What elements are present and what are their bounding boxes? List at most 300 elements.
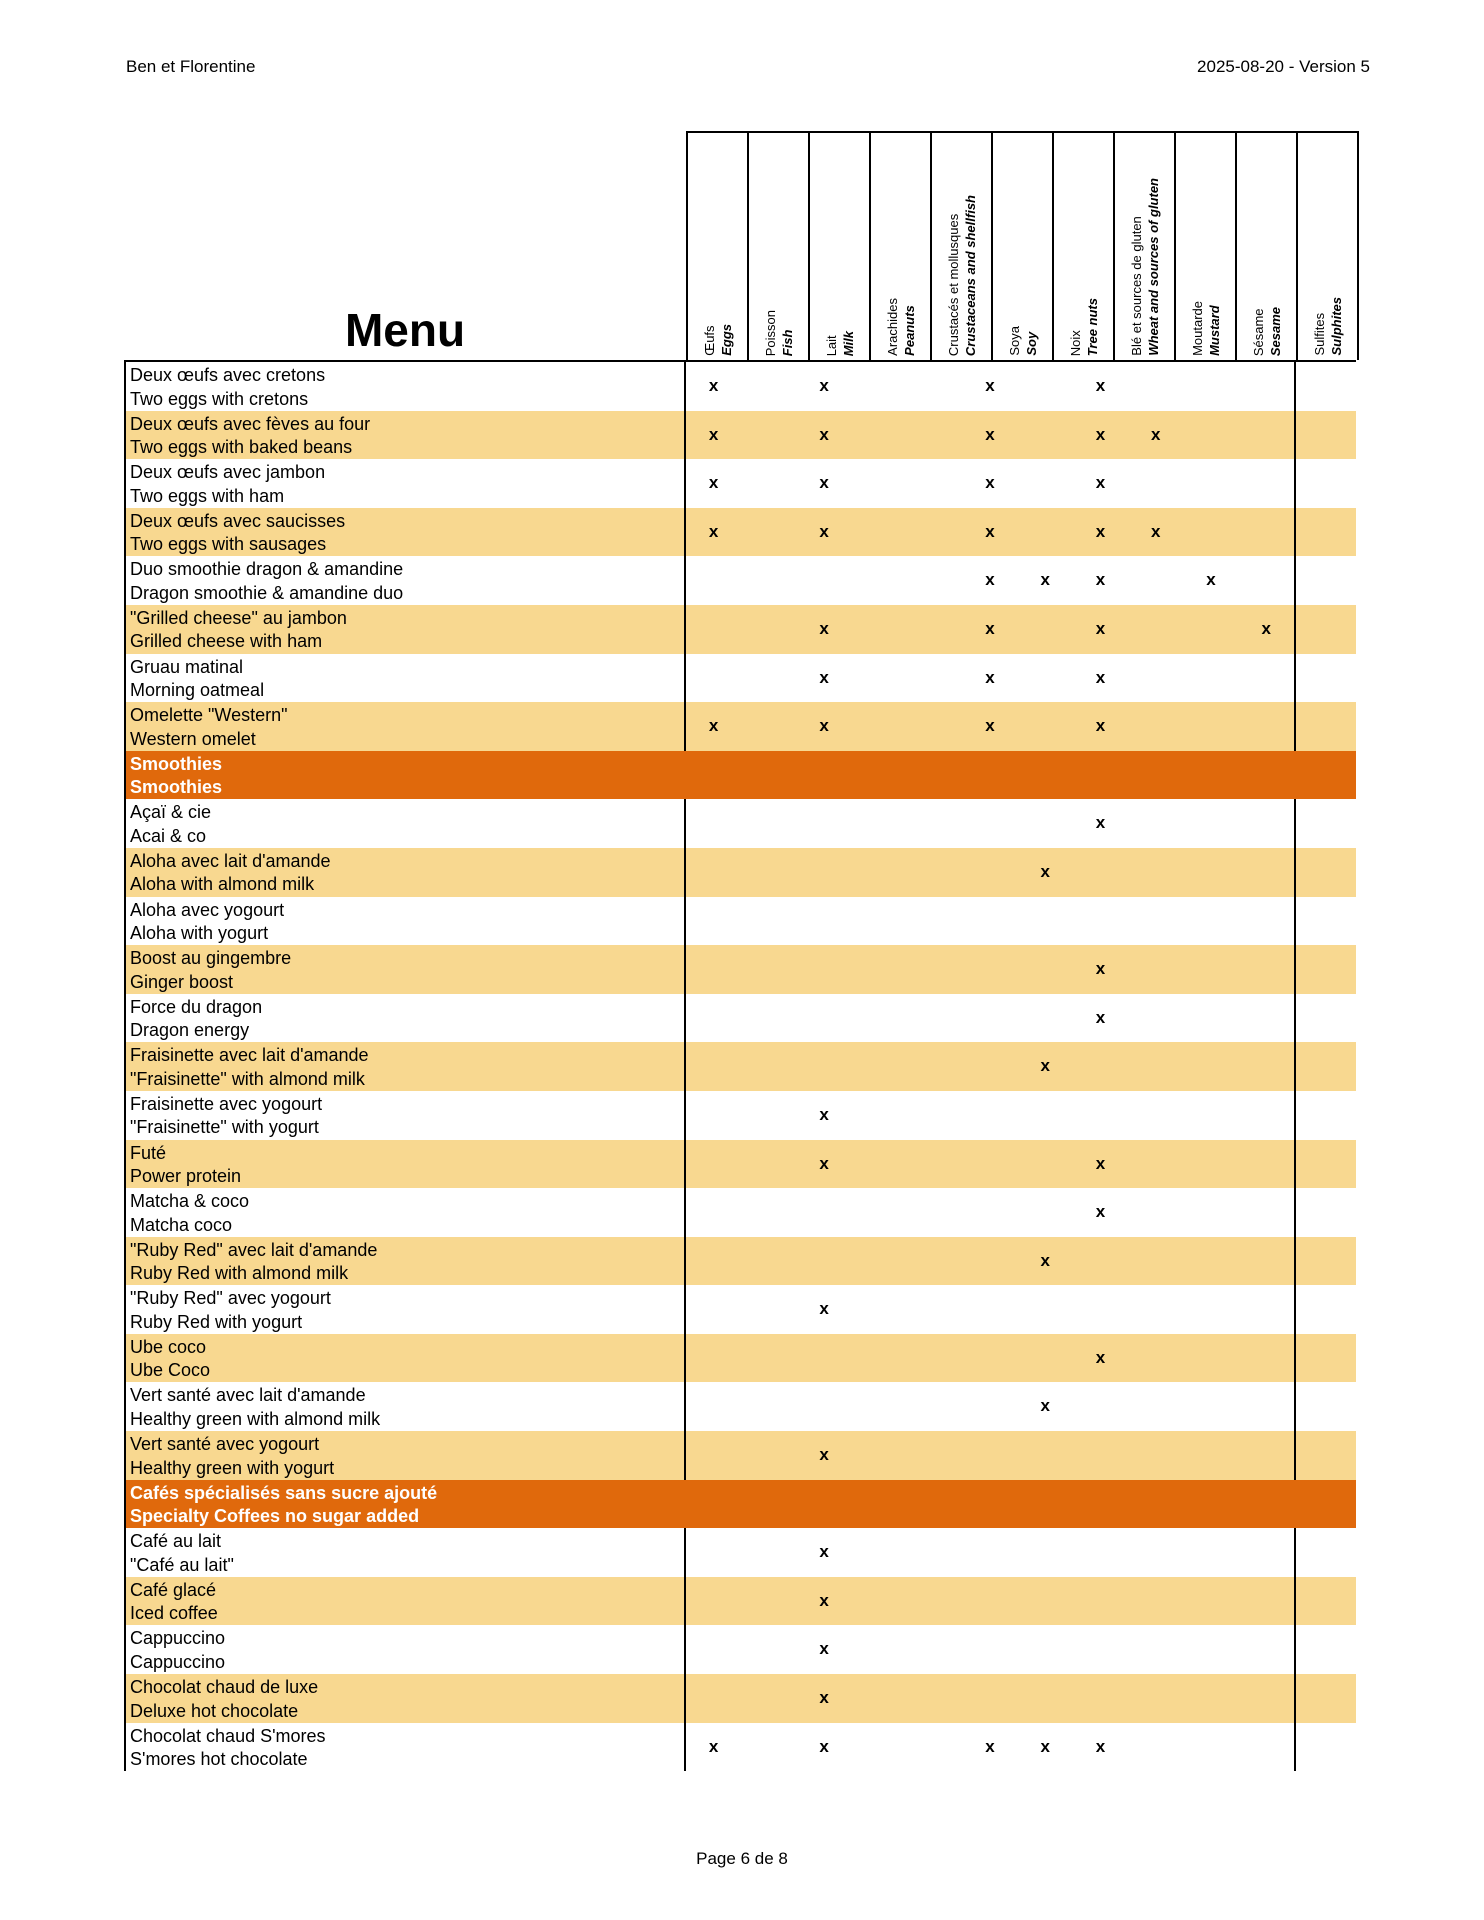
allergen-cell: [1018, 459, 1073, 508]
allergen-cell: [1239, 799, 1294, 848]
allergen-label: [945, 195, 979, 356]
allergen-cell: [797, 897, 852, 946]
allergen-cell: [852, 1625, 907, 1674]
allergen-cell: [1239, 362, 1294, 411]
allergen-cell: [907, 1625, 962, 1674]
allergen-cell: [1183, 702, 1238, 751]
allergen-cell: [686, 1237, 741, 1286]
table-row: [124, 1188, 1356, 1237]
allergen-column-header: [932, 133, 993, 360]
allergen-cell: [1018, 1625, 1073, 1674]
allergen-cells: [686, 556, 1296, 605]
allergen-cell: [1183, 1528, 1238, 1577]
table-row: [124, 605, 1356, 654]
allergen-cell: x: [1095, 521, 1106, 541]
allergen-cell: [1239, 411, 1294, 460]
menu-item-name-en: Deluxe hot chocolate: [130, 1700, 299, 1721]
allergen-cell: [1018, 605, 1073, 654]
allergen-cell: x: [1040, 1736, 1050, 1756]
allergen-cell: [1239, 945, 1294, 994]
table-row: [124, 654, 1356, 703]
allergen-cell: [686, 605, 741, 654]
allergen-cell: x: [985, 716, 995, 736]
allergen-cell: [852, 1091, 907, 1140]
allergen-cell: [1073, 1625, 1128, 1674]
allergen-cell: [686, 1382, 741, 1431]
allergen-cell: [741, 897, 796, 946]
menu-item-name-fr: "Grilled cheese" au jambon: [130, 607, 347, 628]
allergen-label: [1128, 178, 1162, 356]
allergen-cell: x: [708, 521, 719, 541]
allergen-cell: [1128, 1431, 1183, 1480]
allergen-cell: [852, 1334, 907, 1383]
allergen-cells: [686, 508, 1296, 557]
allergen-cell: [741, 1285, 796, 1334]
table-row: [124, 848, 1356, 897]
allergen-cell: [1018, 1140, 1073, 1189]
allergen-cell: [1128, 1674, 1183, 1723]
allergen-label: [1250, 307, 1284, 356]
menu-item-name-fr: Duo smoothie dragon & amandine: [130, 559, 404, 580]
menu-item-name-fr: Futé: [130, 1142, 167, 1163]
section-title: [124, 1480, 1356, 1529]
allergen-cell: [962, 1091, 1017, 1140]
menu-item-name-fr: Force du dragon: [130, 996, 263, 1017]
allergen-cell: [1128, 702, 1183, 751]
section-title: [124, 751, 1356, 800]
allergen-cell: [1128, 362, 1183, 411]
menu-item-name-en: Western omelet: [130, 728, 256, 749]
allergen-column-header: [1176, 133, 1237, 360]
table-row: [124, 1625, 1356, 1674]
allergen-cell: [1183, 1237, 1238, 1286]
allergen-cell: [1183, 1431, 1238, 1480]
allergen-label-en: Eggs: [718, 324, 734, 356]
allergen-cell: [1183, 799, 1238, 848]
allergen-cell: [852, 1140, 907, 1189]
menu-item-name-en: Aloha with almond milk: [130, 874, 315, 895]
allergen-cell: [907, 1723, 962, 1772]
allergen-cell: [741, 1577, 796, 1626]
allergen-cell: x: [985, 1736, 995, 1756]
section-title-en: Smoothies: [130, 777, 223, 798]
menu-item-name-en: Grilled cheese with ham: [130, 631, 323, 652]
allergen-cell: x: [985, 570, 995, 590]
menu-item-name: [124, 1188, 686, 1237]
table-row: [124, 411, 1356, 460]
allergen-cell: x: [819, 521, 829, 541]
allergen-cell: [741, 994, 796, 1043]
allergen-cell: [907, 556, 962, 605]
table-row: [124, 799, 1356, 848]
allergen-cell: [741, 1091, 796, 1140]
allergen-cells: [686, 1625, 1296, 1674]
allergen-cell: x: [819, 1688, 829, 1708]
allergen-column-header: [1298, 133, 1359, 360]
allergen-cell: [741, 459, 796, 508]
allergen-cell: [1183, 1625, 1238, 1674]
allergen-cells: [686, 1042, 1296, 1091]
menu-item-name-en: Two eggs with baked beans: [130, 437, 353, 458]
menu-item-name-fr: Vert santé avec yogourt: [130, 1434, 320, 1455]
menu-item-name-en: "Fraisinette" with yogurt: [130, 1117, 319, 1138]
table-row: [124, 1042, 1356, 1091]
menu-item-name: [124, 1723, 686, 1772]
allergen-cell: [907, 897, 962, 946]
allergen-cell: [686, 799, 741, 848]
allergen-cells: [686, 1723, 1296, 1772]
allergen-cell: [686, 897, 741, 946]
allergen-label-fr: Blé et sources de gluten: [1128, 216, 1144, 356]
allergen-cell: [962, 1188, 1017, 1237]
allergen-cell: [907, 459, 962, 508]
menu-item-name-en: Dragon smoothie & amandine duo: [130, 582, 404, 603]
allergen-cell: [1018, 1577, 1073, 1626]
allergen-cell: [1128, 897, 1183, 946]
allergen-cell: x: [1040, 570, 1050, 590]
allergen-cell: [1128, 1723, 1183, 1772]
allergen-cell: x: [1095, 959, 1106, 979]
allergen-cell: x: [819, 716, 829, 736]
allergen-cell: [686, 1091, 741, 1140]
allergen-cell: [852, 994, 907, 1043]
table-header: [124, 131, 1356, 360]
allergen-label: [1006, 326, 1040, 356]
allergen-cell: [1128, 799, 1183, 848]
allergen-cell: [852, 1285, 907, 1334]
allergen-cell: [852, 1382, 907, 1431]
allergen-cell: [907, 1431, 962, 1480]
allergen-column-header: [871, 133, 932, 360]
allergen-cell: [907, 1285, 962, 1334]
allergen-cell: [741, 1237, 796, 1286]
allergen-cell: [907, 1237, 962, 1286]
allergen-cell: x: [1151, 521, 1161, 541]
allergen-label-fr: Lait: [823, 335, 839, 356]
allergen-cell: [1183, 1285, 1238, 1334]
allergen-cell: [1239, 1625, 1294, 1674]
table-row: [124, 362, 1356, 411]
table-row: [124, 1723, 1356, 1772]
menu-item-name: [124, 848, 686, 897]
allergen-cell: [741, 1625, 796, 1674]
allergen-cell: x: [1095, 1347, 1106, 1367]
allergen-cell: [686, 848, 741, 897]
menu-item-name-fr: Gruau matinal: [130, 656, 244, 677]
allergen-label: [1189, 301, 1223, 356]
allergen-cell: x: [1095, 667, 1106, 687]
allergen-cells: [686, 1285, 1296, 1334]
allergen-cell: [852, 848, 907, 897]
allergen-cell: [852, 1577, 907, 1626]
allergen-cell: [1073, 1237, 1128, 1286]
allergen-cell: [1239, 1528, 1294, 1577]
allergen-cell: [1018, 994, 1073, 1043]
menu-item-name-en: Two eggs with sausages: [130, 534, 327, 555]
allergen-cells: [686, 1577, 1296, 1626]
allergen-cell: [907, 1140, 962, 1189]
allergen-cells: [686, 994, 1296, 1043]
allergen-cells: [686, 459, 1296, 508]
menu-item-name-en: Healthy green with yogurt: [130, 1457, 335, 1478]
allergen-cell: [1239, 1674, 1294, 1723]
allergen-cell: [1128, 459, 1183, 508]
allergen-label-fr: Crustacés et mollusques: [945, 213, 961, 356]
allergen-cell: x: [708, 376, 719, 395]
allergen-cell: [741, 1188, 796, 1237]
allergen-label-fr: Œufs: [701, 325, 717, 356]
allergen-cell: [1183, 459, 1238, 508]
allergen-cell: [852, 556, 907, 605]
menu-item-name-en: Power protein: [130, 1166, 242, 1186]
menu-item-name-fr: Deux œufs avec fèves au four: [130, 413, 371, 434]
allergen-cell: x: [708, 716, 719, 736]
allergen-cell: x: [819, 1542, 829, 1562]
allergen-cell: [907, 1577, 962, 1626]
allergen-cell: [797, 1382, 852, 1431]
section-title-en: Specialty Coffees no sugar added: [130, 1506, 420, 1527]
allergen-cell: [741, 1674, 796, 1723]
allergen-cell: [1128, 945, 1183, 994]
allergen-cell: [1128, 1577, 1183, 1626]
menu-item-name: [124, 1334, 686, 1383]
menu-item-name: [124, 1140, 686, 1189]
allergen-cell: x: [1151, 424, 1161, 444]
table-row: [124, 994, 1356, 1043]
allergen-cell: [1018, 702, 1073, 751]
allergen-label-fr: Noix: [1067, 329, 1083, 356]
menu-item-name-en: Cappuccino: [130, 1651, 226, 1672]
menu-item-name-en: Two eggs with ham: [130, 485, 285, 506]
allergen-cell: [907, 362, 962, 411]
allergen-cell: [741, 702, 796, 751]
allergen-cell: [1239, 848, 1294, 897]
allergen-cell: [852, 1042, 907, 1091]
allergen-header-row: [686, 131, 1359, 360]
allergen-cell: [1239, 1237, 1294, 1286]
allergen-cell: x: [708, 1736, 719, 1756]
allergen-cell: [741, 508, 796, 557]
allergen-cell: [741, 1042, 796, 1091]
allergen-cell: [1239, 1577, 1294, 1626]
allergen-cell: [741, 848, 796, 897]
allergen-label-fr: Soya: [1006, 326, 1022, 356]
allergen-cell: [907, 1188, 962, 1237]
allergen-cell: [797, 799, 852, 848]
allergen-label-fr: Arachides: [884, 298, 900, 356]
allergen-cell: x: [985, 618, 995, 638]
allergen-cells: [686, 1091, 1296, 1140]
allergen-cell: [1183, 848, 1238, 897]
menu-item-name-fr: Ube coco: [130, 1336, 207, 1357]
allergen-cell: x: [1040, 1056, 1050, 1076]
allergen-cell: [1183, 897, 1238, 946]
allergen-cell: [686, 556, 741, 605]
allergen-cell: [686, 1140, 741, 1189]
menu-item-name-fr: Café au lait: [130, 1531, 222, 1552]
menu-item-name-en: Acai & co: [130, 825, 207, 846]
allergen-cell: [1183, 1334, 1238, 1383]
allergen-cell: [1018, 362, 1073, 411]
allergen-cell: [1073, 1091, 1128, 1140]
allergen-cells: [686, 799, 1296, 848]
allergen-cell: [797, 994, 852, 1043]
allergen-cells: [686, 897, 1296, 946]
allergen-cell: [962, 799, 1017, 848]
allergen-cells: [686, 702, 1296, 751]
allergen-cell: [1073, 1674, 1128, 1723]
allergen-cell: [741, 1528, 796, 1577]
allergen-column-header: [1054, 133, 1115, 360]
allergen-cell: [741, 1382, 796, 1431]
allergen-cell: [797, 1188, 852, 1237]
menu-item-name: [124, 1285, 686, 1334]
allergen-cell: x: [1095, 716, 1106, 736]
allergen-cell: x: [1095, 1153, 1106, 1173]
allergen-cell: [907, 605, 962, 654]
allergen-cell: [686, 1625, 741, 1674]
allergen-label: [701, 324, 735, 356]
allergen-cell: [962, 1625, 1017, 1674]
allergen-cell: [1183, 1382, 1238, 1431]
menu-item-name: [124, 1042, 686, 1091]
menu-item-name-fr: Fraisinette avec yogourt: [130, 1093, 323, 1114]
allergen-cell: [1183, 994, 1238, 1043]
allergen-cell: [1128, 1382, 1183, 1431]
menu-item-name: [124, 702, 686, 751]
menu-item-name-en: Ginger boost: [130, 971, 234, 992]
menu-item-name-en: Ube Coco: [130, 1360, 211, 1381]
allergen-cell: [1183, 411, 1238, 460]
allergen-cell: [1018, 897, 1073, 946]
allergen-cells: [686, 945, 1296, 994]
allergen-cell: [1239, 1285, 1294, 1334]
table-row: [124, 1382, 1356, 1431]
allergen-label: [762, 310, 796, 356]
allergen-cell: [741, 1431, 796, 1480]
allergen-cell: [1073, 1528, 1128, 1577]
allergen-cell: [962, 1334, 1017, 1383]
menu-item-name-en: S'mores hot chocolate: [130, 1749, 308, 1770]
allergen-cell: [907, 411, 962, 460]
allergen-cell: [1239, 1188, 1294, 1237]
menu-item-name: [124, 459, 686, 508]
allergen-cell: [797, 556, 852, 605]
allergen-cell: [1128, 1334, 1183, 1383]
allergen-cell: [1239, 556, 1294, 605]
allergen-cell: [1183, 605, 1238, 654]
allergen-label-en: Sesame: [1267, 306, 1283, 356]
allergen-cell: [1018, 508, 1073, 557]
allergen-label: [1311, 297, 1345, 356]
allergen-cell: [852, 654, 907, 703]
menu-item-name-en: Morning oatmeal: [130, 680, 265, 701]
allergen-cell: [1239, 994, 1294, 1043]
allergen-cell: [1018, 1285, 1073, 1334]
menu-item-name-fr: Boost au gingembre: [130, 948, 292, 969]
allergen-cell: [907, 848, 962, 897]
allergen-cell: [962, 1237, 1017, 1286]
allergen-cell: [852, 897, 907, 946]
menu-item-name: [124, 1528, 686, 1577]
allergen-cell: [962, 1431, 1017, 1480]
menu-item-name-en: Matcha coco: [130, 1214, 233, 1235]
allergen-cell: [852, 411, 907, 460]
allergen-cell: [1018, 1674, 1073, 1723]
allergen-cell: [907, 508, 962, 557]
allergen-cell: [741, 945, 796, 994]
allergen-cell: [852, 1431, 907, 1480]
table-row: [124, 508, 1356, 557]
allergen-cell: x: [1095, 618, 1106, 638]
allergen-cell: [852, 1237, 907, 1286]
allergen-cell: x: [819, 1639, 829, 1659]
allergen-cell: x: [1040, 1396, 1050, 1416]
table-row: [124, 459, 1356, 508]
allergen-cell: [1018, 411, 1073, 460]
allergen-cell: [686, 1285, 741, 1334]
allergen-cell: [962, 1140, 1017, 1189]
allergen-cell: [1128, 1285, 1183, 1334]
allergen-column-header: [1237, 133, 1298, 360]
menu-item-name-fr: Deux œufs avec saucisses: [130, 510, 346, 531]
allergen-cell: x: [1095, 473, 1106, 493]
menu-item-name: [124, 362, 686, 411]
allergen-cell: x: [819, 1590, 829, 1610]
allergen-cell: [686, 1577, 741, 1626]
allergen-cells: [686, 848, 1296, 897]
allergen-cells: [686, 1528, 1296, 1577]
header-date-version: 2025-08-20 - Version 5: [1197, 57, 1370, 76]
allergen-cell: [852, 702, 907, 751]
allergen-cell: [1183, 654, 1238, 703]
allergen-cell: x: [819, 1445, 829, 1465]
allergen-label: [1067, 298, 1101, 356]
menu-item-name: [124, 508, 686, 557]
allergen-cell: [1239, 654, 1294, 703]
menu-item-name-fr: "Ruby Red" avec lait d'amande: [130, 1239, 378, 1260]
allergen-label-en: Crustaceans and shellfish: [962, 194, 978, 356]
table-row: [124, 897, 1356, 946]
allergen-cell: x: [819, 473, 829, 493]
menu-item-name-en: Dragon energy: [130, 1020, 250, 1041]
allergen-cell: [1073, 1382, 1128, 1431]
allergen-label-en: Soy: [1023, 332, 1039, 356]
allergen-cell: [1183, 1188, 1238, 1237]
allergen-cell: x: [1095, 1736, 1106, 1756]
menu-item-name: [124, 799, 686, 848]
menu-item-name: [124, 556, 686, 605]
allergen-label-en: Wheat and sources of gluten: [1145, 178, 1161, 356]
menu-item-name: [124, 1625, 686, 1674]
menu-item-name: [124, 945, 686, 994]
allergen-cell: [907, 1091, 962, 1140]
allergen-cell: x: [819, 1153, 829, 1173]
allergen-cell: [741, 1140, 796, 1189]
table-row: [124, 945, 1356, 994]
allergen-cell: x: [819, 1104, 829, 1124]
menu-item-name-en: Ruby Red with yogurt: [130, 1311, 303, 1332]
allergen-cell: [1073, 1577, 1128, 1626]
allergen-label: [884, 298, 918, 356]
section-header: [124, 1480, 1356, 1529]
allergen-cell: [1183, 1723, 1238, 1772]
allergen-cell: [741, 1334, 796, 1383]
allergen-cell: [797, 1042, 852, 1091]
allergen-cell: [907, 654, 962, 703]
allergen-cell: [1183, 1577, 1238, 1626]
allergen-cell: [1128, 1091, 1183, 1140]
